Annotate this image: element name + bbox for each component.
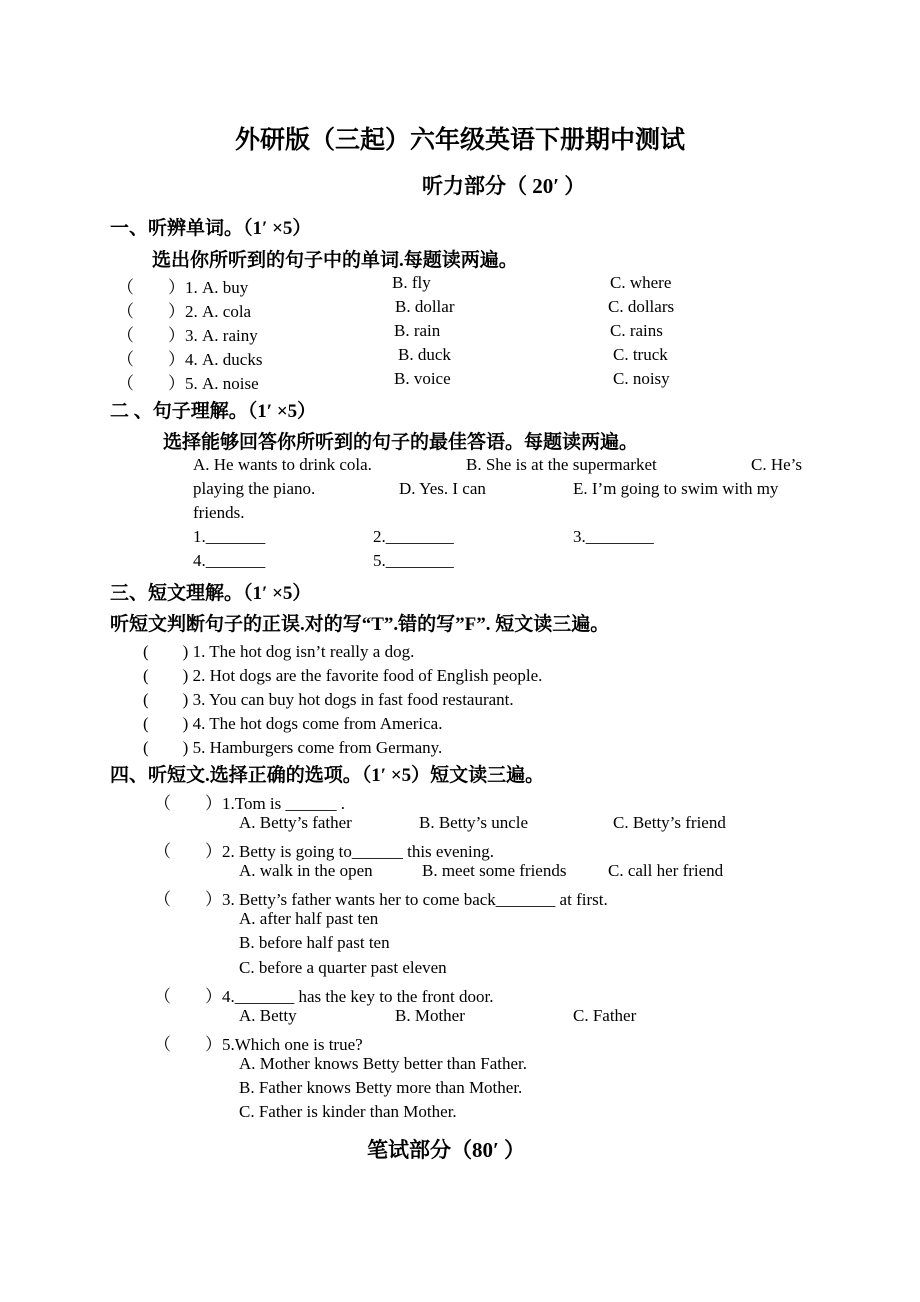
s2-blank-5[interactable]: 5.________ [373,551,454,570]
s4-q1-option-b: B. Betty’s uncle [419,813,529,832]
s4-q1-option-c: C. Betty’s friend [613,813,726,832]
s1-q3-option-b: B. rain [394,321,441,340]
s1-q1-option-b: B. fly [392,273,431,292]
listening-part-title: 听力部分（ 20′ ） [422,174,586,198]
s2-blank-3[interactable]: 3.________ [573,527,654,546]
s3-item-1: ( ) 1. The hot dog isn’t really a dog. [143,642,415,661]
s4-q1-option-a: A. Betty’s father [239,813,352,832]
s1-q4-option-c: C. truck [613,345,668,364]
s4-q3-option-a: A. after half past ten [239,909,379,928]
s4-q4-option-c: C. Father [573,1006,637,1025]
s2-option-c-part1: C. He’s [751,455,802,474]
s4-q4-option-a: A. Betty [239,1006,297,1025]
section-1-heading: 一、听辨单词。（1′ ×5） [110,218,312,239]
s1-q3-option-c: C. rains [610,321,663,340]
s2-option-b: B. She is at the supermarket [466,455,657,474]
s2-option-c-part2: playing the piano. [193,479,316,498]
s4-q2-option-c: C. call her friend [608,861,724,880]
s4-q1: （ ）1.Tom is ______ . [154,794,346,813]
s2-blank-2[interactable]: 2.________ [373,527,454,546]
s4-q5-option-c: C. Father is kinder than Mother. [239,1102,457,1121]
s1-q2: （ ）2. A. cola [117,302,252,321]
section-1-instruction: 选出你所听到的句子中的单词.每题读两遍。 [152,250,518,271]
s4-q3-option-b: B. before half past ten [239,933,390,952]
s4-q2: （ ）2. Betty is going to______ this evening. [154,842,494,861]
s1-q3: （ ）3. A. rainy [117,326,258,345]
s1-q5-option-b: B. voice [394,369,451,388]
s2-option-e-part2: friends. [193,503,245,522]
section-2-heading: 二 、句子理解。（1′ ×5） [110,401,317,422]
s1-q1-option-c: C. where [610,273,672,292]
s2-option-d: D. Yes. I can [399,479,486,498]
s2-option-a: A. He wants to drink cola. [193,455,372,474]
s3-item-4: ( ) 4. The hot dogs come from America. [143,714,443,733]
s1-q2-option-b: B. dollar [395,297,455,316]
section-3-instruction: 听短文判断句子的正误.对的写“T”.错的写”F”. 短文读三遍。 [110,614,610,635]
writing-part-title: 笔试部分（80′ ） [367,1138,526,1162]
s1-q5: （ ）5. A. noise [117,374,259,393]
s4-q3: （ ）3. Betty’s father wants her to come back_______ at first. [154,890,608,909]
s4-q5-option-b: B. Father knows Betty more than Mother. [239,1078,523,1097]
s3-item-2: ( ) 2. Hot dogs are the favorite food of English people. [143,666,543,685]
s3-item-5: ( ) 5. Hamburgers come from Germany. [143,738,443,757]
s4-q3-option-c: C. before a quarter past eleven [239,958,447,977]
s1-q5-option-c: C. noisy [613,369,670,388]
s1-q4-option-b: B. duck [398,345,451,364]
s3-item-3: ( ) 3. You can buy hot dogs in fast food restaurant. [143,690,514,709]
section-3-heading: 三、短文理解。（1′ ×5） [110,583,312,604]
s4-q2-option-a: A. walk in the open [239,861,373,880]
s4-q4-option-b: B. Mother [395,1006,465,1025]
s2-blank-4[interactable]: 4._______ [193,551,266,570]
s4-q2-option-b: B. meet some friends [422,861,567,880]
s1-q4: （ ）4. A. ducks [117,350,263,369]
page-title: 外研版（三起）六年级英语下册期中测试 [234,127,685,154]
s4-q5: （ ）5.Which one is true? [154,1035,363,1054]
s4-q4: （ ）4._______ has the key to the front door. [154,987,494,1006]
s1-q2-option-c: C. dollars [608,297,675,316]
section-4-heading: 四、听短文.选择正确的选项。（1′ ×5）短文读三遍。 [110,765,545,786]
section-2-instruction: 选择能够回答你所听到的句子的最佳答语。每题读两遍。 [163,432,639,453]
s4-q5-option-a: A. Mother knows Betty better than Father. [239,1054,528,1073]
s1-q1: （ ）1. A. buy [117,278,249,297]
s2-option-e-part1: E. I’m going to swim with my [573,479,779,498]
s2-blank-1[interactable]: 1._______ [193,527,266,546]
